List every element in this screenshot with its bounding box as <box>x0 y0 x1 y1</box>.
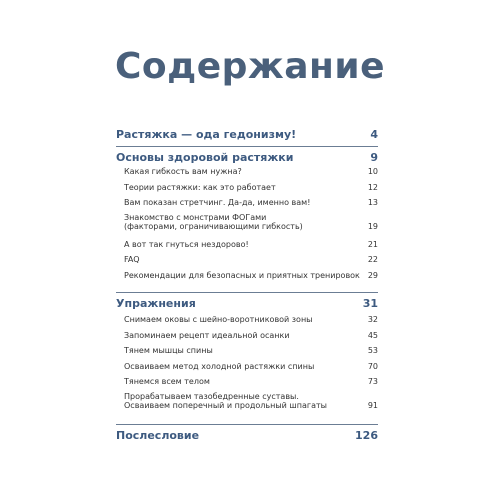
toc-item-label: Рекомендации для безопасных и приятных тренировок <box>124 271 360 280</box>
toc-item[interactable] <box>124 167 378 176</box>
toc-section-page: 4 <box>370 128 378 141</box>
toc-item-label: Знакомство с монстрами ФОГами (факторами, ограничивающими гибкость) <box>124 213 303 231</box>
page-title: Содержание <box>114 46 386 87</box>
section-divider <box>116 424 378 425</box>
toc-section-label: Упражнения <box>116 297 196 310</box>
toc-item-label: Вам показан стретчинг. Да-да, именно вам! <box>124 198 311 207</box>
toc-item[interactable] <box>124 315 378 324</box>
toc-section-label: Послесловие <box>116 429 200 442</box>
toc-item-label: Тянемся всем телом <box>124 377 210 386</box>
section-divider <box>116 292 378 293</box>
toc-item-page: 21 <box>367 240 378 249</box>
toc-section-label: Растяжка — ода гедонизму! <box>116 128 297 141</box>
toc-item-label: Прорабатываем тазобедренные суставы. Осваиваем поперечный и продольный шпагаты <box>124 392 327 410</box>
toc-item-label: Снимаем оковы с шейно-воротниковой зоны <box>124 315 313 324</box>
toc-item-page: 10 <box>367 167 378 176</box>
toc-item[interactable] <box>124 271 378 280</box>
toc-item-label: Тянем мышцы спины <box>124 346 213 355</box>
toc-item[interactable] <box>124 362 378 371</box>
toc-item[interactable] <box>124 213 378 231</box>
toc-item-page: 29 <box>367 271 378 280</box>
toc-item[interactable] <box>124 377 378 386</box>
toc-item-page: 13 <box>367 198 378 207</box>
toc-section-exercises[interactable] <box>116 297 378 310</box>
toc-item-label: FAQ <box>124 255 140 264</box>
toc-item[interactable] <box>124 255 378 264</box>
toc-item-page: 45 <box>367 331 378 340</box>
toc-section-page: 9 <box>370 151 378 164</box>
section-divider <box>116 146 378 147</box>
toc-item-label: А вот так гнуться нездорово! <box>124 240 249 249</box>
toc-item-label: Какая гибкость вам нужна? <box>124 167 242 176</box>
toc-section-page: 31 <box>362 297 378 310</box>
toc-item[interactable] <box>124 183 378 192</box>
toc-item-page: 70 <box>367 362 378 371</box>
toc-item-page: 53 <box>367 346 378 355</box>
toc-item-label: Осваиваем метод холодной растяжки спины <box>124 362 315 371</box>
toc-section-afterword[interactable] <box>116 429 378 442</box>
toc-item[interactable] <box>124 331 378 340</box>
toc-section-label: Основы здоровой растяжки <box>116 151 294 164</box>
toc-item-page: 32 <box>367 315 378 324</box>
toc-section-basics[interactable] <box>116 151 378 164</box>
toc-item-page: 12 <box>367 183 378 192</box>
toc-item-page: 91 <box>367 401 378 410</box>
toc-item-page: 73 <box>367 377 378 386</box>
toc-item-label: Запоминаем рецепт идеальной осанки <box>124 331 290 340</box>
toc-item[interactable] <box>124 346 378 355</box>
toc-item-page: 22 <box>367 255 378 264</box>
toc-item[interactable] <box>124 392 378 410</box>
toc-section-page: 126 <box>355 429 378 442</box>
toc-item[interactable] <box>124 198 378 207</box>
toc-item-page: 19 <box>367 222 378 231</box>
toc-item-label: Теории растяжки: как это работает <box>124 183 276 192</box>
toc-item[interactable] <box>124 240 378 249</box>
toc-section-intro[interactable] <box>116 128 378 141</box>
